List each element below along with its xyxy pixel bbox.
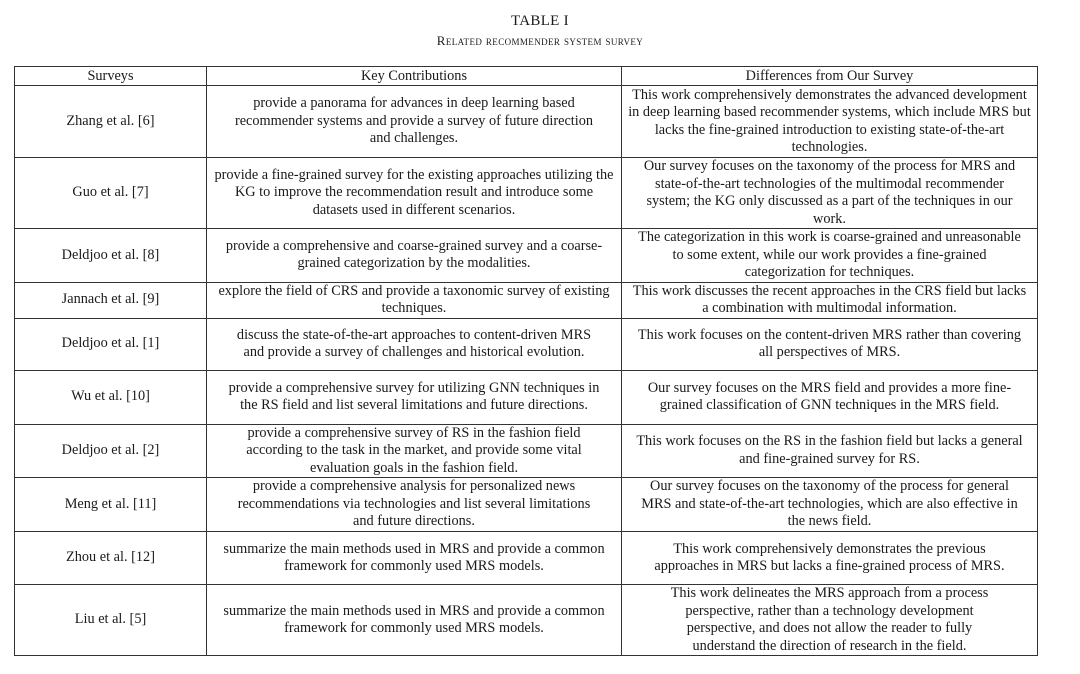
table-row bbox=[15, 229, 1038, 283]
survey-cell: Deldjoo et al. [2] bbox=[15, 424, 207, 478]
table-row bbox=[15, 158, 1038, 229]
difference-cell: This work focuses on the content-driven MRS rather than covering all perspectives of MRS. bbox=[622, 318, 1038, 370]
contribution-cell: explore the field of CRS and provide a taxonomic survey of existing techniques. bbox=[207, 282, 622, 318]
survey-cell: Jannach et al. [9] bbox=[15, 282, 207, 318]
survey-cell: Wu et al. [10] bbox=[15, 370, 207, 424]
difference-cell: This work delineates the MRS approach from a process perspective, rather than a technology development perspective, and does not allow the reader to fully understand the direction of research in the field. bbox=[622, 585, 1038, 656]
contribution-cell: provide a comprehensive survey for utilizing GNN techniques in the RS field and list several limitations and future directions. bbox=[207, 370, 622, 424]
difference-cell: This work focuses on the RS in the fashion field but lacks a general and fine-grained survey for RS. bbox=[622, 424, 1038, 478]
survey-cell: Guo et al. [7] bbox=[15, 158, 207, 229]
difference-cell: This work comprehensively demonstrates the previous approaches in MRS but lacks a fine-grained process of MRS. bbox=[622, 532, 1038, 585]
survey-table bbox=[14, 66, 1038, 656]
header-differences: Differences from Our Survey bbox=[622, 67, 1038, 86]
difference-cell: Our survey focuses on the taxonomy of the process for general MRS and state-of-the-art technologies, which are also effective in the news field. bbox=[622, 478, 1038, 532]
survey-cell: Deldjoo et al. [8] bbox=[15, 229, 207, 283]
difference-cell: The categorization in this work is coarse-grained and unreasonable to some extent, while our work provides a fine-grained categorization for techniques. bbox=[622, 229, 1038, 283]
contribution-cell: provide a fine-grained survey for the existing approaches utilizing the KG to improve the recommendation result and introduce some datasets used in different scenarios. bbox=[207, 158, 622, 229]
survey-cell: Deldjoo et al. [1] bbox=[15, 318, 207, 370]
contribution-cell: provide a panorama for advances in deep learning based recommender systems and provide a survey of future direction and challenges. bbox=[207, 86, 622, 158]
header-surveys: Surveys bbox=[15, 67, 207, 86]
survey-cell: Meng et al. [11] bbox=[15, 478, 207, 532]
table-row bbox=[15, 478, 1038, 532]
table-row bbox=[15, 424, 1038, 478]
table-row bbox=[15, 318, 1038, 370]
survey-cell: Zhang et al. [6] bbox=[15, 86, 207, 158]
contribution-cell: summarize the main methods used in MRS and provide a common framework for commonly used MRS models. bbox=[207, 585, 622, 656]
difference-cell: Our survey focuses on the taxonomy of the process for MRS and state-of-the-art technologies of the multimodal recommender system; the KG only discussed as a part of the techniques in our work. bbox=[622, 158, 1038, 229]
difference-cell: This work comprehensively demonstrates the advanced development in deep learning based recommender systems, which include MRS but lacks the fine-grained introduction to existing state-of-the-art technologies. bbox=[622, 86, 1038, 158]
table-title: Related recommender system survey bbox=[436, 33, 644, 48]
contribution-cell: discuss the state-of-the-art approaches to content-driven MRS and provide a survey of challenges and historical evolution. bbox=[207, 318, 622, 370]
table-row bbox=[15, 585, 1038, 656]
table-row bbox=[15, 86, 1038, 158]
table-row bbox=[15, 532, 1038, 585]
difference-cell: Our survey focuses on the MRS field and provides a more fine-grained classification of GNN techniques in the MRS field. bbox=[622, 370, 1038, 424]
survey-cell: Zhou et al. [12] bbox=[15, 532, 207, 585]
contribution-cell: provide a comprehensive analysis for personalized news recommendations via technologies and list several limitations and future directions. bbox=[207, 478, 622, 532]
contribution-cell: provide a comprehensive and coarse-grained survey and a coarse-grained categorization by the modalities. bbox=[207, 229, 622, 283]
table-row bbox=[15, 282, 1038, 318]
survey-cell: Liu et al. [5] bbox=[15, 585, 207, 656]
contribution-cell: provide a comprehensive survey of RS in the fashion field according to the task in the market, and provide some vital evaluation goals in the fashion field. bbox=[207, 424, 622, 478]
header-key-contributions: Key Contributions bbox=[207, 67, 622, 86]
difference-cell: This work discusses the recent approaches in the CRS field but lacks a combination with multimodal information. bbox=[622, 282, 1038, 318]
contribution-cell: summarize the main methods used in MRS and provide a common framework for commonly used MRS models. bbox=[207, 532, 622, 585]
table-row bbox=[15, 370, 1038, 424]
table-header-row bbox=[15, 67, 1038, 86]
table-label: TABLE I bbox=[511, 13, 569, 29]
